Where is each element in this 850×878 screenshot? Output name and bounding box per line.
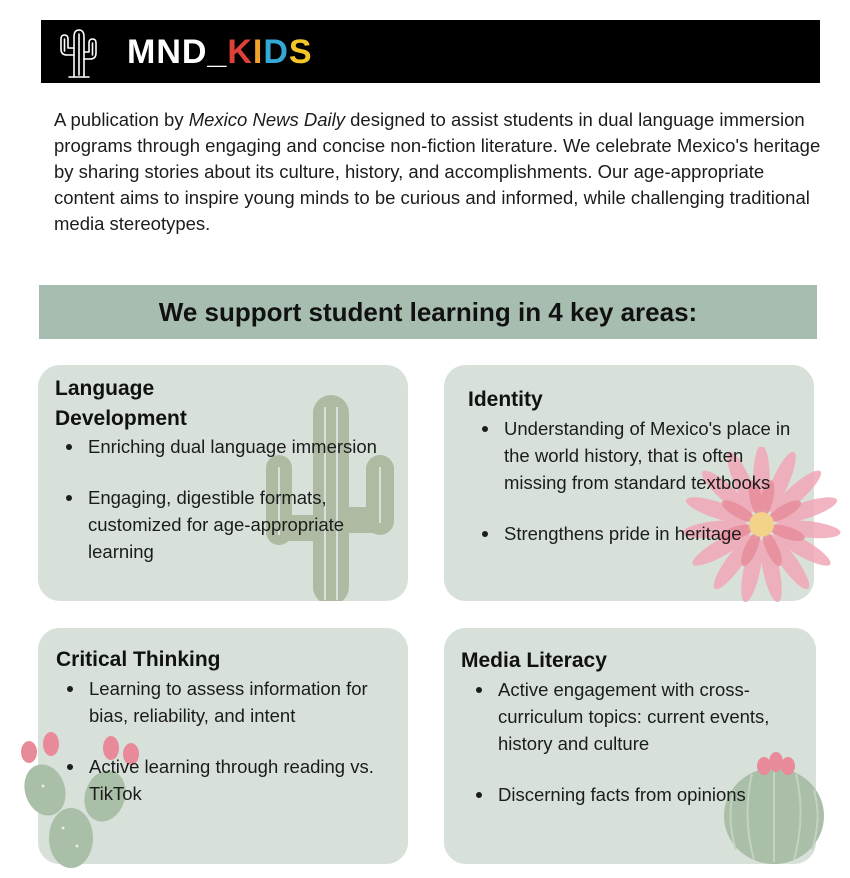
card-media-literacy xyxy=(444,628,816,864)
bullet-text: Active engagement with cross-curriculum topics: current events, history and culture xyxy=(498,679,770,754)
card-identity xyxy=(444,365,814,601)
list-item xyxy=(56,433,396,460)
logo-kids-text xyxy=(227,33,312,71)
list-item xyxy=(466,676,811,757)
list-item xyxy=(57,753,397,807)
list-item xyxy=(56,484,396,565)
list-item xyxy=(57,675,397,729)
bullet-list xyxy=(57,675,397,831)
header-bar xyxy=(41,20,820,83)
bullet-list xyxy=(472,415,802,571)
bullet-list xyxy=(466,676,811,832)
card-title: Identity xyxy=(468,388,543,411)
cactus-logo-icon xyxy=(55,25,103,81)
list-item xyxy=(466,781,811,808)
card-language-development xyxy=(38,365,408,601)
card-critical-thinking xyxy=(38,628,408,864)
brand-logo xyxy=(127,34,313,70)
bullet-text: Strengthens pride in heritage xyxy=(504,523,742,544)
logo-mnd-text: MND_ xyxy=(127,33,228,71)
bullet-text: Enriching dual language immersion xyxy=(88,436,377,457)
intro-lead: A publication by xyxy=(54,109,189,130)
list-item xyxy=(472,415,802,496)
card-title: Language Development xyxy=(55,377,187,430)
bullet-list xyxy=(56,433,396,589)
bullet-text: Discerning facts from opinions xyxy=(498,784,746,805)
intro-publication-name: Mexico News Daily xyxy=(188,109,345,130)
card-title: Critical Thinking xyxy=(56,648,221,671)
banner-title: We support student learning in 4 key areas: xyxy=(158,297,698,327)
bullet-text: Active learning through reading vs. TikTok xyxy=(89,756,374,804)
logo-kids-letter: K xyxy=(227,33,253,71)
logo-kids-letter: I xyxy=(252,33,264,71)
intro-paragraph xyxy=(54,107,824,237)
intro-text: designed to assist students in dual language immersion programs through engaging and concise non-fiction literature. We celebrate Mexico's heritage by sharing stories about its culture, history, and accomplishments. Our age-appropriate content aims to inspire young minds to be curious and informed, while challenging traditional media stereotypes. xyxy=(54,109,821,234)
bullet-text: Understanding of Mexico's place in the world history, that is often missing from standard textbooks xyxy=(504,418,791,493)
logo-kids-letter: S xyxy=(288,33,313,71)
logo-kids-letter: D xyxy=(263,33,289,71)
bullet-text: Learning to assess information for bias, reliability, and intent xyxy=(89,678,368,726)
list-item xyxy=(472,520,802,547)
bullet-text: Engaging, digestible formats, customized for age-appropriate learning xyxy=(88,487,345,562)
key-areas-banner xyxy=(39,285,817,339)
card-title: Media Literacy xyxy=(461,649,607,672)
